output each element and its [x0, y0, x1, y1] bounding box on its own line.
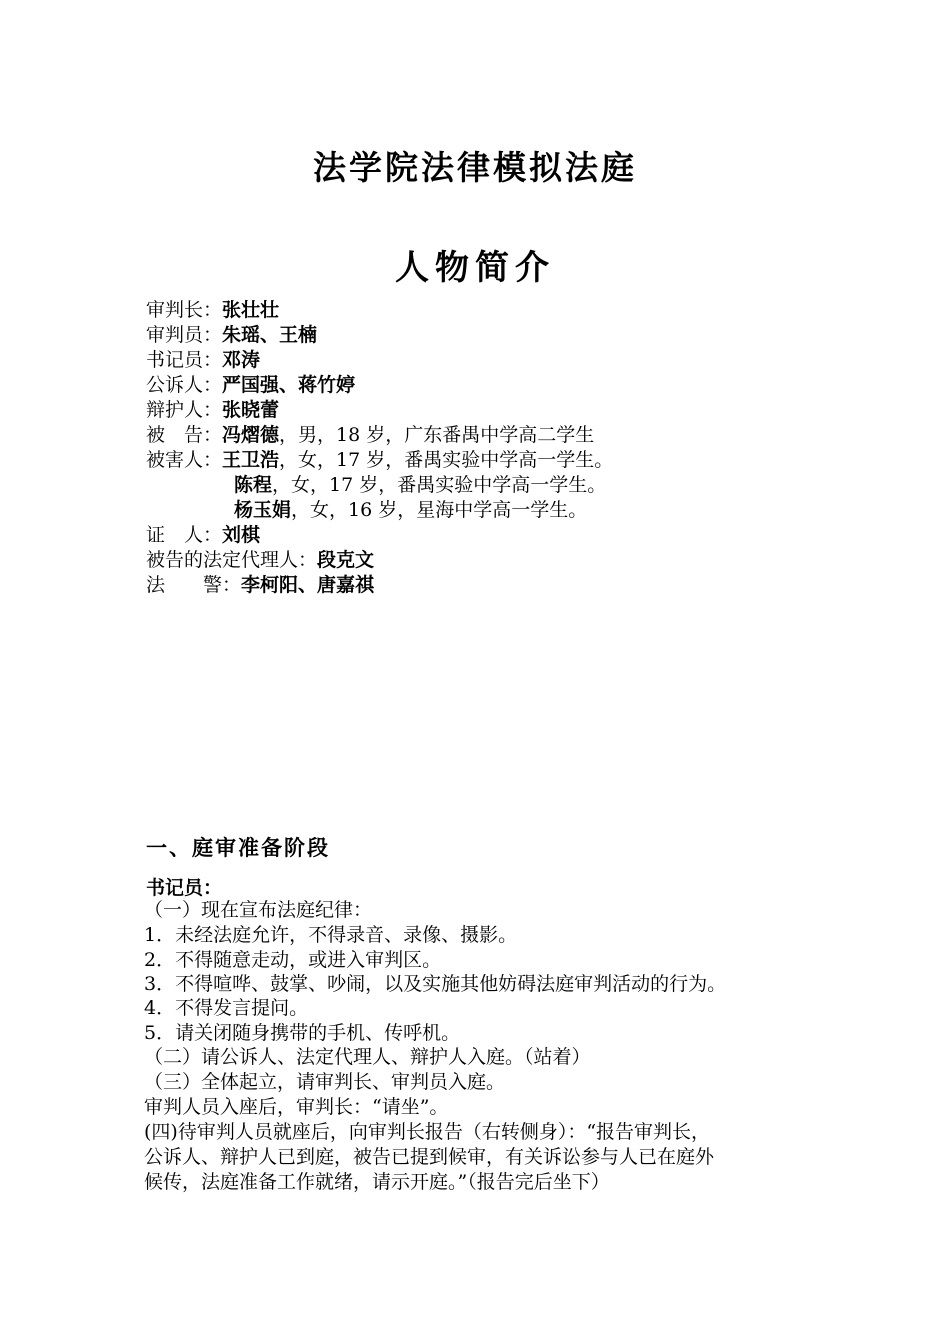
- procedure-line: （一）现在宣布法庭纪律：: [144, 899, 373, 921]
- cast-role: 法 警：: [146, 574, 242, 596]
- cast-row: [146, 298, 279, 323]
- page-subtitle: 人物简介: [395, 248, 555, 288]
- cast-row: [146, 323, 317, 348]
- cast-role: 辩护人：: [146, 399, 223, 421]
- cast-row: [146, 423, 594, 448]
- cast-detail: ，女，17 岁，番禺实验中学高一学生。: [279, 449, 614, 471]
- procedure-line: （三）全体起立，请审判长、审判员入庭。: [144, 1071, 506, 1093]
- cast-name: 张晓蕾: [222, 399, 280, 421]
- cast-role: 审判员：: [146, 324, 223, 346]
- page-title: 法学院法律模拟法庭: [313, 148, 637, 187]
- cast-name: 杨玉娟: [234, 499, 292, 521]
- procedure-line: 2．不得随意走动，或进入审判区。: [144, 949, 442, 971]
- cast-detail: ，女，17 岁，番禺实验中学高一学生。: [272, 474, 607, 496]
- cast-name: 朱瑶、王楠: [222, 324, 318, 346]
- cast-name: 邓涛: [222, 349, 261, 371]
- cast-name: 张壮壮: [222, 299, 280, 321]
- cast-detail: ，女，16 岁，星海中学高一学生。: [291, 499, 588, 521]
- cast-row: [146, 373, 355, 398]
- cast-role: 被害人：: [146, 449, 223, 471]
- cast-role: 证 人：: [146, 524, 223, 546]
- cast-name: 陈程: [234, 474, 273, 496]
- procedure-line: 公诉人、辩护人已到庭，被告已提到候审，有关诉讼参与人已在庭外: [144, 1146, 715, 1168]
- cast-role: 审判长：: [146, 299, 223, 321]
- cast-role: 被 告：: [146, 424, 223, 446]
- cast-row: [146, 348, 260, 373]
- cast-row: [234, 473, 606, 498]
- cast-role: 被告的法定代理人：: [146, 549, 318, 571]
- cast-row: [146, 448, 613, 473]
- procedure-line: 4．不得发言提问。: [144, 997, 309, 1019]
- cast-row: [146, 548, 374, 573]
- procedure-line: 审判人员入座后，审判长：“请坐”。: [144, 1096, 449, 1118]
- cast-role: 书记员：: [146, 349, 223, 371]
- procedure-line: 候传，法庭准备工作就绪，请示开庭。”（报告完后坐下）: [144, 1171, 610, 1193]
- cast-row: [146, 523, 260, 548]
- cast-row: [146, 573, 374, 598]
- cast-role: 公诉人：: [146, 374, 223, 396]
- procedure-line: (四)待审判人员就座后，向审判长报告（右转侧身）：“报告审判长，: [144, 1121, 711, 1143]
- cast-name: 严国强、蒋竹婷: [222, 374, 356, 396]
- procedure-line: 5．请关闭随身携带的手机、传呼机。: [144, 1022, 461, 1044]
- cast-detail: ，男，18 岁，广东番禺中学高二学生: [279, 424, 595, 446]
- cast-row: [146, 398, 279, 423]
- procedure-line: 3．不得喧哗、鼓掌、吵闹，以及实施其他妨碍法庭审判活动的行为。: [144, 973, 727, 995]
- cast-name: 段克文: [317, 549, 375, 571]
- speaker-label: 书记员：: [146, 877, 223, 899]
- cast-name: 王卫浩: [222, 449, 280, 471]
- procedure-line: 1．未经法庭允许，不得录音、录像、摄影。: [144, 924, 518, 946]
- cast-name: 刘棋: [222, 524, 261, 546]
- procedure-line: （二）请公诉人、法定代理人、辩护人入庭。（站着）: [144, 1046, 591, 1068]
- cast-name: 李柯阳、唐嘉祺: [241, 574, 375, 596]
- section-heading: 一、庭审准备阶段: [146, 836, 330, 860]
- cast-row: [234, 498, 587, 523]
- cast-name: 冯熠德: [222, 424, 280, 446]
